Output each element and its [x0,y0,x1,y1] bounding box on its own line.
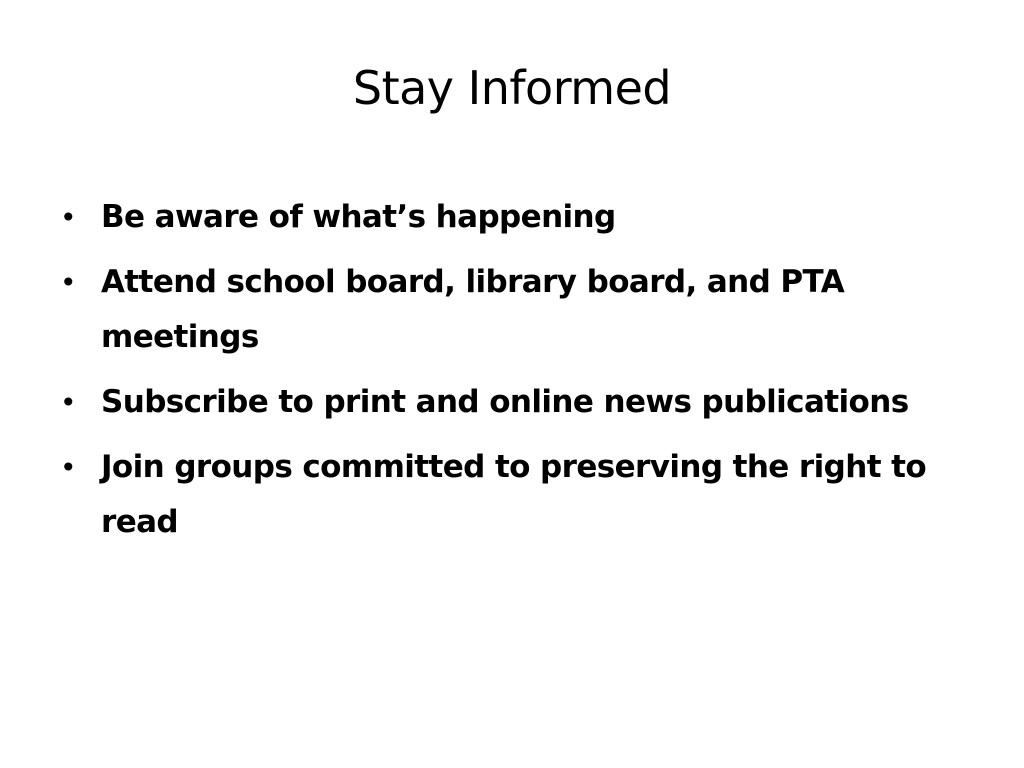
bullet-item [60,440,980,550]
bullet-text: Join groups committed to preserving the right to read [101,449,927,540]
bullet-text: Subscribe to print and online news publications [101,384,909,420]
bullet-icon: • [60,451,76,484]
bullet-item [60,255,980,365]
bullet-item [60,375,980,430]
bullet-icon: • [60,201,76,234]
bullet-text: Be aware of what’s happening [101,199,616,235]
bullet-text: Attend school board, library board, and PTA meetings [101,264,845,355]
bullet-item [60,190,980,245]
bullet-icon: • [60,386,76,419]
bullet-list [60,190,980,560]
slide-title: Stay Informed [352,61,672,115]
bullet-icon: • [60,266,76,299]
